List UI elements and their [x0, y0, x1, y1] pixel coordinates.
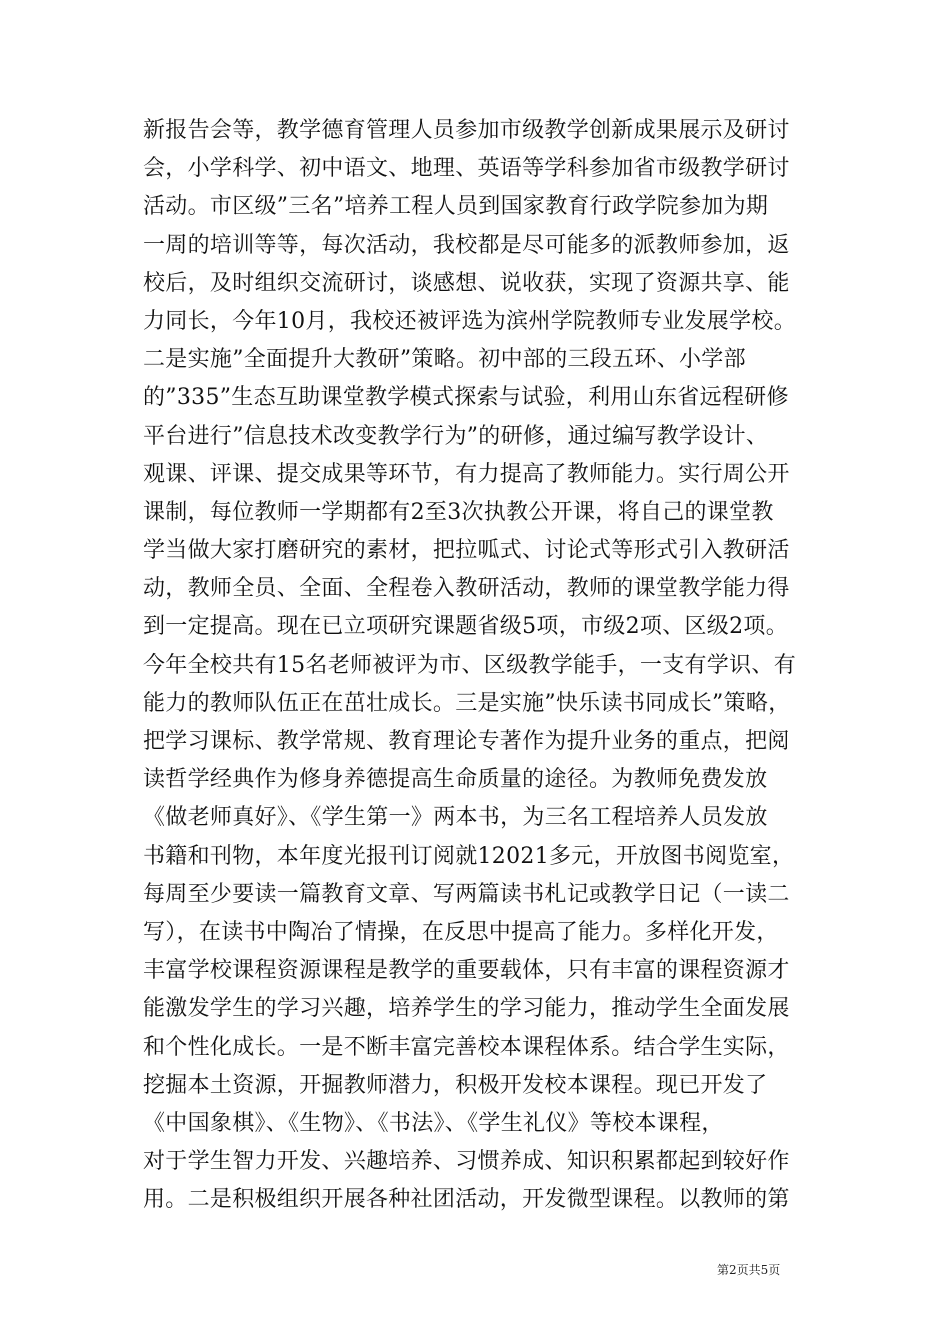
text-line: 到一定提高。现在已立项研究课题省级5项，市级2项、区级2项。	[143, 614, 788, 640]
text-line: 学当做大家打磨研究的素材，把拉呱式、讨论式等形式引入教研活	[143, 538, 790, 564]
text-line: 活动。市区级”三名”培养工程人员到国家教育行政学院参加为期	[143, 194, 769, 220]
text-line: 会，小学科学、初中语文、地理、英语等学科参加省市级教学研讨	[143, 156, 790, 182]
text-line: 二是实施”全面提升大教研”策略。初中部的三段五环、小学部	[143, 347, 746, 373]
text-line: 对于学生智力开发、兴趣培养、习惯养成、知识积累都起到较好作	[143, 1149, 790, 1175]
text-line: 课制，每位教师一学期都有2至3次执教公开课，将自己的课堂教	[143, 499, 774, 525]
text-line: 和个性化成长。一是不断丰富完善校本课程体系。结合学生实际，	[143, 1034, 790, 1060]
text-line: 丰富学校课程资源课程是教学的重要载体，只有丰富的课程资源才	[143, 958, 790, 984]
text-line: 用。二是积极组织开展各种社团活动，开发微型课程。以教师的第	[143, 1187, 790, 1213]
text-line: 新报告会等，教学德育管理人员参加市级教学创新成果展示及研讨	[143, 118, 790, 143]
body-paragraph	[143, 112, 833, 1219]
text-line: 《做老师真好》、《学生第一》两本书，为三名工程培养人员发放	[143, 805, 768, 831]
text-line: 读哲学经典作为修身养德提高生命质量的途径。为教师免费发放	[143, 767, 768, 793]
text-line: 观课、评课、提交成果等环节，有力提高了教师能力。实行周公开	[143, 461, 790, 487]
text-line: 力同长，今年10月，我校还被评选为滨州学院教师专业发展学校。	[143, 308, 796, 334]
page-number-footer: 第2页共5页	[717, 1263, 781, 1277]
text-line: 一周的培训等等，每次活动，我校都是尽可能多的派教师参加，返	[143, 232, 790, 258]
text-line: 能力的教师队伍正在茁壮成长。三是实施”快乐读书同成长”策略，	[143, 690, 791, 716]
text-line: 每周至少要读一篇教育文章、写两篇读书札记或教学日记（一读二	[143, 881, 790, 907]
text-line: 把学习课标、教学常规、教育理论专著作为提升业务的重点，把阅	[143, 729, 790, 754]
text-line: 平台进行”信息技术改变教学行为”的研修，通过编写教学设计、	[143, 423, 769, 449]
text-line: 的”335”生态互助课堂教学模式探索与试验，利用山东省远程研修	[143, 385, 789, 411]
text-line: 《中国象棋》、《生物》、《书法》、《学生礼仪》等校本课程，	[143, 1110, 724, 1136]
text-line: 今年全校共有15名老师被评为市、区级教学能手，一支有学识、有	[143, 652, 796, 678]
text-line: 校后，及时组织交流研讨，谈感想、说收获，实现了资源共享、能	[143, 270, 790, 296]
text-line: 书籍和刊物，本年度光报刊订阅就12021多元，开放图书阅览室，	[143, 843, 795, 869]
text-line: 挖掘本土资源，开掘教师潜力，积极开发校本课程。现已开发了	[143, 1072, 768, 1098]
text-line: 动，教师全员、全面、全程卷入教研活动，教师的课堂教学能力得	[143, 576, 790, 602]
text-line: 写），在读书中陶冶了情操，在反思中提高了能力。多样化开发，	[143, 919, 779, 945]
text-line: 能激发学生的学习兴趣，培养学生的学习能力，推动学生全面发展	[143, 996, 790, 1022]
